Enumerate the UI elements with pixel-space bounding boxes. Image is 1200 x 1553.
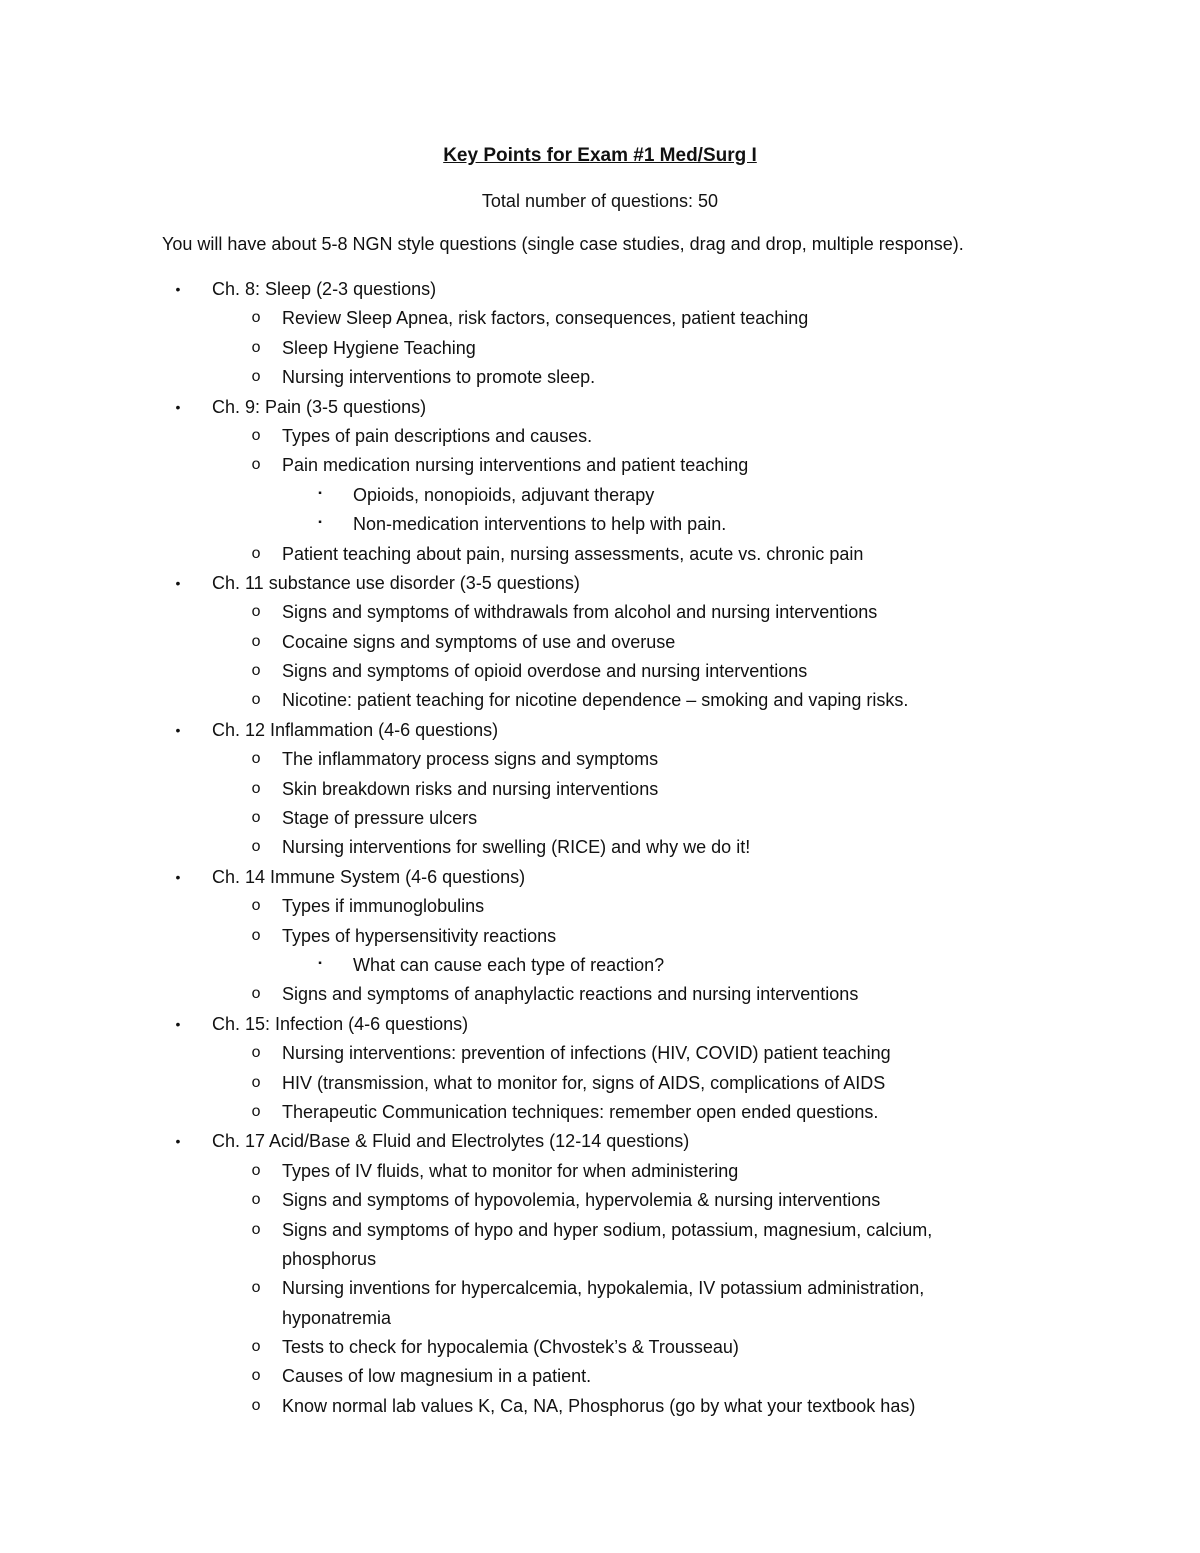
circle-bullet-icon: o	[251, 1396, 261, 1415]
square-bullet-icon: ▪	[318, 487, 322, 499]
outline-list	[0, 277, 1200, 1423]
item-text: Ch. 14 Immune System (4-6 questions)	[212, 866, 526, 887]
item-text: Pain medication nursing interventions and patient teaching	[282, 455, 749, 476]
circle-bullet-icon: o	[251, 338, 261, 357]
item-text: Signs and symptoms of opioid overdose and nursing interventions	[282, 661, 808, 682]
item-text: Ch. 15: Infection (4-6 questions)	[212, 1013, 469, 1034]
topic-item	[0, 630, 1200, 659]
item-text: phosphorus	[282, 1248, 377, 1269]
chapter-item	[0, 865, 1200, 894]
item-text: Skin breakdown risks and nursing interventions	[282, 778, 659, 799]
item-text: Nicotine: patient teaching for nicotine dependence – smoking and vaping risks.	[282, 690, 909, 711]
circle-bullet-icon: o	[251, 1279, 261, 1298]
topic-item	[0, 1159, 1200, 1188]
item-text: What can cause each type of reaction?	[353, 954, 665, 975]
chapter-item	[0, 1012, 1200, 1041]
circle-bullet-icon: o	[251, 1191, 261, 1210]
chapter-item	[0, 718, 1200, 747]
item-text: Stage of pressure ulcers	[282, 808, 478, 829]
item-text: hyponatremia	[282, 1307, 392, 1328]
subtopic-item	[0, 953, 1200, 982]
item-text: Tests to check for hypocalemia (Chvostek’s & Trousseau)	[282, 1337, 739, 1358]
continuation-line	[0, 1306, 1200, 1335]
bullet-icon: •	[175, 398, 181, 415]
subtopic-item	[0, 512, 1200, 541]
chapter-item	[0, 277, 1200, 306]
continuation-line	[0, 1247, 1200, 1276]
item-text: Types of IV fluids, what to monitor for when administering	[282, 1160, 739, 1181]
item-text: Signs and symptoms of anaphylactic reactions and nursing interventions	[282, 984, 859, 1005]
circle-bullet-icon: o	[251, 632, 261, 651]
chapter-item	[0, 571, 1200, 600]
circle-bullet-icon: o	[251, 926, 261, 945]
topic-item	[0, 424, 1200, 453]
circle-bullet-icon: o	[251, 1220, 261, 1239]
topic-item	[0, 453, 1200, 482]
chapter-item	[0, 1129, 1200, 1158]
item-text: Therapeutic Communication techniques: remember open ended questions.	[282, 1101, 879, 1122]
circle-bullet-icon: o	[251, 309, 261, 328]
square-bullet-icon: ▪	[318, 517, 322, 529]
topic-item	[0, 806, 1200, 835]
item-text: Nursing interventions for swelling (RICE) and why we do it!	[282, 837, 751, 858]
circle-bullet-icon: o	[251, 1367, 261, 1386]
topic-item	[0, 1276, 1200, 1305]
item-text: Nursing interventions: prevention of infections (HIV, COVID) patient teaching	[282, 1043, 891, 1064]
intro-text: You will have about 5-8 NGN style questions (single case studies, drag and drop, multiple response).	[162, 234, 964, 254]
item-text: Types if immunoglobulins	[282, 896, 485, 917]
circle-bullet-icon: o	[251, 779, 261, 798]
topic-item	[0, 894, 1200, 923]
item-text: Ch. 12 Inflammation (4-6 questions)	[212, 719, 499, 740]
topic-item	[0, 688, 1200, 717]
bullet-icon: •	[175, 574, 181, 591]
item-text: Review Sleep Apnea, risk factors, consequences, patient teaching	[282, 308, 809, 329]
chapter-item	[0, 395, 1200, 424]
circle-bullet-icon: o	[251, 691, 261, 710]
topic-item	[0, 747, 1200, 776]
item-text: Cocaine signs and symptoms of use and overuse	[282, 631, 676, 652]
circle-bullet-icon: o	[251, 1338, 261, 1357]
item-text: Signs and symptoms of withdrawals from alcohol and nursing interventions	[282, 602, 878, 623]
circle-bullet-icon: o	[251, 1044, 261, 1063]
topic-item	[0, 1218, 1200, 1247]
topic-item	[0, 1041, 1200, 1070]
bullet-icon: •	[175, 281, 181, 297]
bullet-icon: •	[175, 1133, 181, 1150]
bullet-icon: •	[175, 868, 181, 885]
item-text: Nursing interventions to promote sleep.	[282, 367, 596, 388]
item-text: Know normal lab values K, Ca, NA, Phosphorus (go by what your textbook has)	[282, 1395, 916, 1416]
topic-item	[0, 1071, 1200, 1100]
topic-item	[0, 365, 1200, 394]
item-text: Signs and symptoms of hypo and hyper sodium, potassium, magnesium, calcium,	[282, 1219, 933, 1240]
question-count: Total number of questions: 50	[481, 191, 719, 211]
bullet-icon: •	[175, 1015, 181, 1032]
circle-bullet-icon: o	[251, 456, 261, 475]
circle-bullet-icon: o	[251, 368, 261, 387]
item-text: HIV (transmission, what to monitor for, signs of AIDS, complications of AIDS	[282, 1072, 886, 1093]
item-text: Patient teaching about pain, nursing assessments, acute vs. chronic pain	[282, 543, 864, 564]
topic-item	[0, 306, 1200, 335]
circle-bullet-icon: o	[251, 603, 261, 622]
subtopic-item	[0, 483, 1200, 512]
item-text: Nursing inventions for hypercalcemia, hypokalemia, IV potassium administration,	[282, 1278, 925, 1299]
item-text: Ch. 9: Pain (3-5 questions)	[212, 396, 427, 417]
circle-bullet-icon: o	[251, 750, 261, 769]
bullet-icon: •	[175, 721, 181, 738]
topic-item	[0, 1188, 1200, 1217]
circle-bullet-icon: o	[251, 1161, 261, 1180]
item-text: Types of hypersensitivity reactions	[282, 925, 557, 946]
topic-item	[0, 1335, 1200, 1364]
circle-bullet-icon: o	[251, 897, 261, 916]
item-text: Sleep Hygiene Teaching	[282, 337, 476, 358]
item-text: Ch. 17 Acid/Base & Fluid and Electrolytes (12-14 questions)	[212, 1131, 690, 1152]
topic-item	[0, 659, 1200, 688]
topic-item	[0, 924, 1200, 953]
topic-item	[0, 1100, 1200, 1129]
page-title: Key Points for Exam #1 Med/Surg I	[443, 145, 757, 166]
item-text: Signs and symptoms of hypovolemia, hypervolemia & nursing interventions	[282, 1190, 881, 1211]
topic-item	[0, 336, 1200, 365]
square-bullet-icon: ▪	[318, 957, 322, 969]
item-text: Causes of low magnesium in a patient.	[282, 1366, 592, 1387]
circle-bullet-icon: o	[251, 1073, 261, 1092]
topic-item	[0, 835, 1200, 864]
item-text: Non-medication interventions to help with pain.	[353, 514, 727, 535]
topic-item	[0, 542, 1200, 571]
topic-item	[0, 982, 1200, 1011]
item-text: Types of pain descriptions and causes.	[282, 425, 593, 446]
item-text: The inflammatory process signs and symptoms	[282, 749, 659, 770]
item-text: Opioids, nonopioids, adjuvant therapy	[353, 484, 655, 505]
circle-bullet-icon: o	[251, 809, 261, 828]
item-text: Ch. 8: Sleep (2-3 questions)	[212, 279, 437, 299]
item-text: Ch. 11 substance use disorder (3-5 questions)	[212, 572, 580, 593]
circle-bullet-icon: o	[251, 426, 261, 445]
circle-bullet-icon: o	[251, 985, 261, 1004]
circle-bullet-icon: o	[251, 1102, 261, 1121]
topic-item	[0, 1364, 1200, 1393]
topic-item	[0, 777, 1200, 806]
topic-item	[0, 1394, 1200, 1423]
topic-item	[0, 600, 1200, 629]
circle-bullet-icon: o	[251, 544, 261, 563]
circle-bullet-icon: o	[251, 838, 261, 857]
circle-bullet-icon: o	[251, 662, 261, 681]
